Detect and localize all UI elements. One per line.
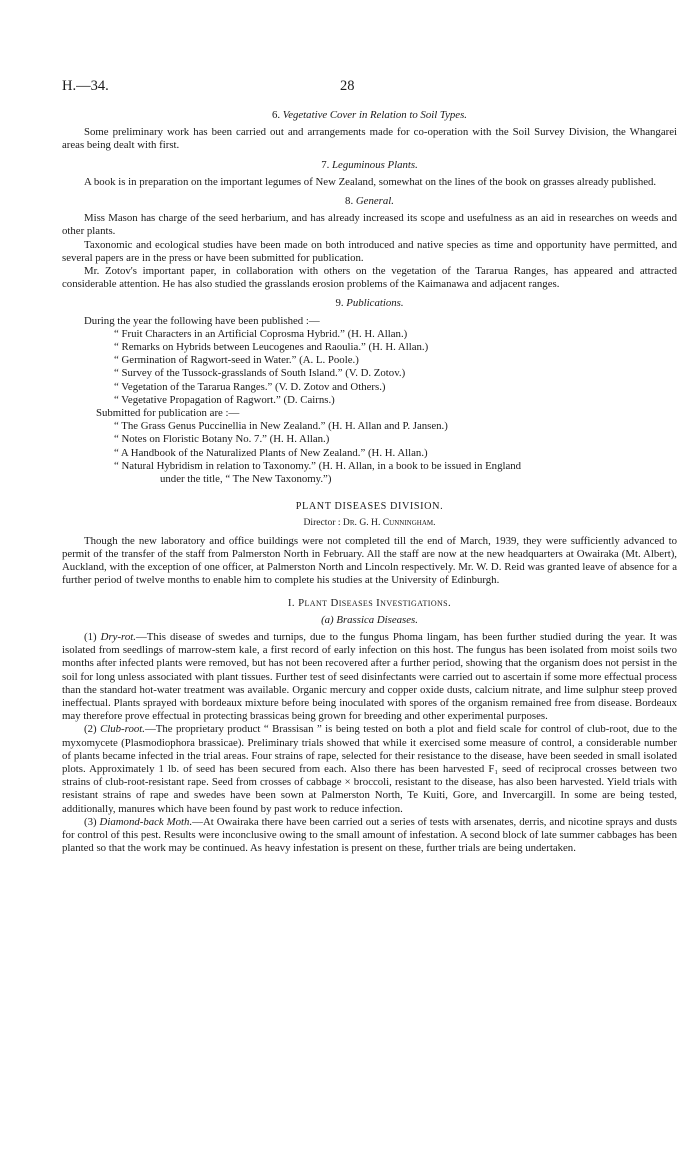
director-label: Director :	[303, 517, 341, 529]
section-9-heading	[62, 297, 677, 310]
submitted-item: “ The Grass Genus Puccinellia in New Zealand.” (H. H. Allan and P. Jansen.)	[114, 420, 448, 433]
section-number: 6.	[271, 109, 281, 121]
section-6-heading	[62, 109, 677, 122]
section-title: Publications.	[346, 297, 404, 310]
section-title: Leguminous Plants.	[332, 158, 418, 171]
section-title: General.	[355, 195, 394, 208]
subsection-heading: (a) Brassica Diseases.	[321, 613, 418, 626]
item-text: —At Owairaka there have been carried out a series of tests with arsenates, derris, and nicotine sprays and dusts for control of this pest. Results were inconclusive owing to the small amount of infestation. A second block of late summer cabbages has been planted so that the work may be continued. As heavy infestation is present on these, further trials are being undertaken.	[62, 815, 677, 855]
section-8-paragraph: Miss Mason has charge of the seed herbarium, and has already increased its scope and usefulness as an aid in researches on weeds and other plants.	[62, 212, 677, 238]
dry-rot-paragraph	[62, 631, 677, 723]
publications-intro: During the year the following have been published :—	[84, 314, 320, 327]
submitted-intro: Submitted for publication are :—	[96, 407, 240, 420]
section-8-paragraph: Mr. Zotov's important paper, in collaboration with others on the vegetation of the Tararua Ranges, has appeared and attracted considerable attention. He has also studied the grasslands erosion problems of the Kaimanawa and adjacent ranges.	[62, 265, 677, 291]
investigations-heading: I. Plant Diseases Investigations.	[287, 596, 452, 609]
section-7-heading	[62, 159, 677, 172]
section-number: 9.	[335, 297, 344, 310]
section-number: 8.	[345, 195, 354, 208]
page-number: 28	[340, 78, 355, 94]
division-paragraph: Though the new laboratory and office buildings were not completed till the end of March, 1939, they were sufficiently advanced to permit of the transfer of the staff from Palmerston North in February. All the staff are now at the new headquarters at Owairaka (Mt. Albert), Auckland, with the exception of one officer, at Palmerston North and Lincoln respectively. Mr. W. D. Reid was granted leave of absence for a further period of twelve months to enable him to complete his studies at the University of Edinburgh.	[62, 534, 677, 587]
director-name: Dr. G. H. Cunningham.	[342, 517, 436, 529]
submitted-item: “ Notes on Floristic Botany No. 7.” (H. H. Allan.)	[114, 433, 330, 446]
item-number: (1)	[84, 630, 97, 643]
division-title: PLANT DISEASES DIVISION.	[295, 501, 444, 513]
publication-item: “ Germination of Ragwort-seed in Water.” (A. L. Poole.)	[114, 354, 359, 367]
section-number: 7.	[321, 158, 330, 171]
item-lead: Diamond-back Moth.	[99, 815, 193, 828]
submitted-item-continuation: under the title, “ The New Taxonomy.”)	[160, 473, 332, 486]
item-text: —The proprietary product “ Brassisan ” is being tested on both a plot and field scale for control of club-root, due to the myxomycete (Plasmodiophora brassicae). Preliminary trials showed that while it exercised some measure of control, a considerable number of plants became infected in the trial areas. Four strains of rape, selected for their resistance to the disease, have been seeded in small isolated plots. Approximately 1 lb. of seed has been secured from each. Also there has been harvested F₁ seed of reciprocal crosses between two strains of club-root-resistant rape. Seed from crosses of cabbage × broccoli, resistant to the disease, has also been harvested. Yield trials with resistant strains of rape and swedes have been sown at Palmerston North, Te Kuiti, Gore, and Invercargill. In some are being tested, additionally, manures which have been found by past work to reduce infection.	[62, 723, 678, 815]
division-director	[62, 516, 677, 529]
diamond-back-moth-paragraph	[62, 816, 677, 856]
submitted-item: “ A Handbook of the Naturalized Plants of New Zealand.” (H. H. Allan.)	[114, 446, 428, 459]
section-7-paragraph: A book is in preparation on the important legumes of New Zealand, somewhat on the lines of the book on grasses already published.	[84, 175, 657, 188]
section-8-paragraph: Taxonomic and ecological studies have been made on both introduced and native species as time and opportunity have permitted, and several papers are in the press or have been submitted for publication.	[62, 238, 677, 264]
report-reference: H.—34.	[62, 78, 109, 94]
item-lead: Club-root.	[100, 723, 145, 736]
section-8-heading	[62, 195, 677, 208]
item-number: (3)	[84, 815, 97, 828]
item-lead: Dry-rot.	[100, 630, 136, 643]
item-text: —This disease of swedes and turnips, due to the fungus Phoma lingam, has been further studied during the year. It was isolated from seedlings of marrow-stem kale, a first record of early infection on this host. The fungus has been isolated from moist soils two months after infected plants were removed, but has not been recovered after a further period, showing that the organism does not persist in the soil for long unless associated with plant tissues. Further test of seed disinfectants were carried out to ascertain if some more effectual process than the standard hot-water treatment was available. Organic mercury and copper oxide dusts, calcium nitrate, and lime sulphur steep proved ineffectual. Plants sprayed with bordeaux mixture before being inoculated with spores of the organism remained free from disease. Bordeaux may therefore prove effectual in protecting brassicas being grown for breeding and other experimental purposes.	[62, 630, 677, 723]
publication-item: “ Remarks on Hybrids between Leucogenes and Raoulia.” (H. H. Allan.)	[114, 341, 429, 354]
item-number: (2)	[84, 723, 97, 736]
section-title: Vegetative Cover in Relation to Soil Types.	[282, 109, 468, 121]
publication-item: “ Vegetation of the Tararua Ranges.” (V. D. Zotov and Others.)	[114, 380, 386, 393]
page-header	[62, 78, 677, 98]
club-root-paragraph	[62, 723, 677, 815]
publication-item: “ Fruit Characters in an Artificial Coprosma Hybrid.” (H. H. Allan.)	[114, 327, 408, 340]
publication-item: “ Survey of the Tussock-grasslands of South Island.” (V. D. Zotov.)	[114, 367, 406, 380]
section-6-paragraph: Some preliminary work has been carried out and arrangements made for co-operation with the Soil Survey Division, the Whangarei areas being dealt with first.	[62, 126, 677, 152]
page-body	[62, 103, 677, 855]
publication-item: “ Vegetative Propagation of Ragwort.” (D. Cairns.)	[114, 393, 335, 406]
submitted-item: “ Natural Hybridism in relation to Taxonomy.” (H. H. Allan, in a book to be issued in England	[114, 459, 522, 472]
